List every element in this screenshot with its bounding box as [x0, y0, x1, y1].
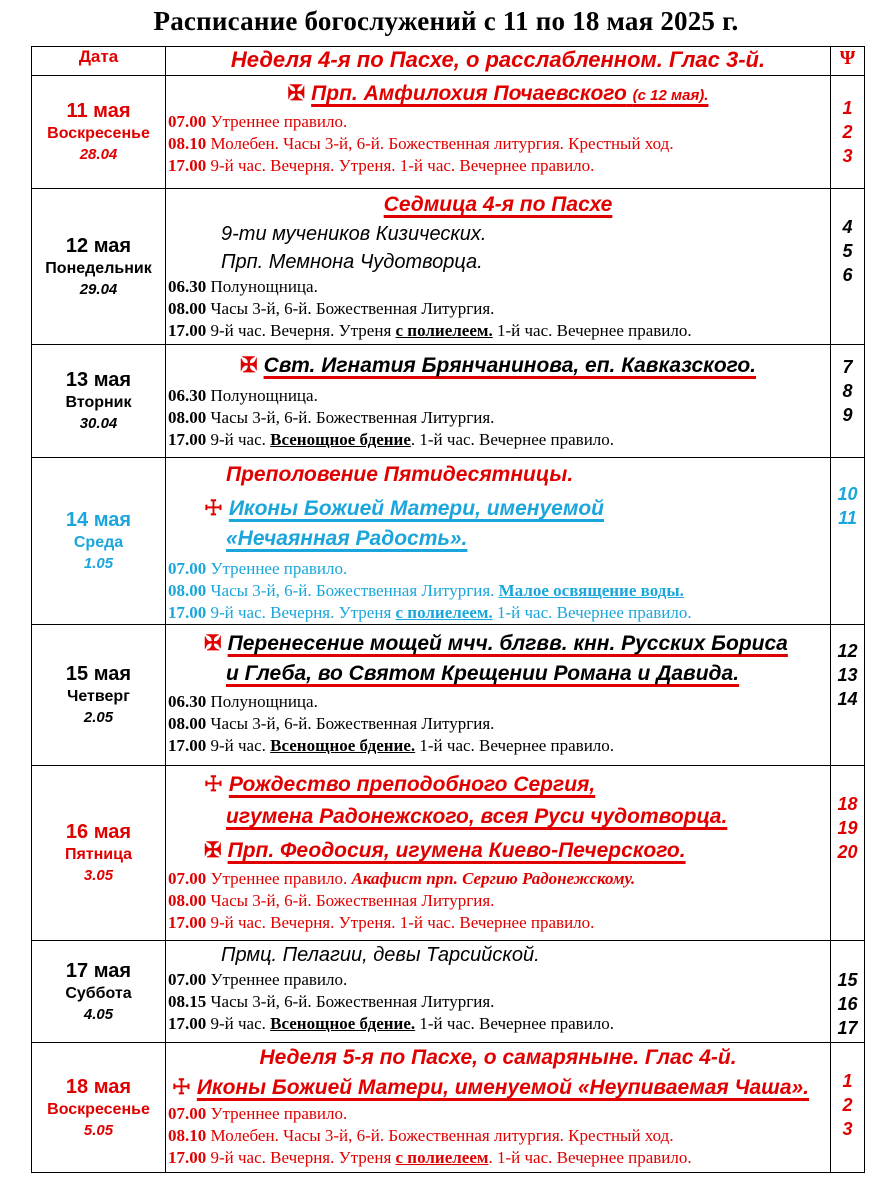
kathisma-cell: 7 8 9: [831, 345, 865, 458]
kathisma-cell: 1 2 3: [831, 1043, 865, 1173]
services-cell: [166, 625, 831, 766]
date-cell: [32, 458, 166, 625]
feast-line: Преполовение Пятидесятницы.: [226, 463, 574, 486]
date-old-style: 1.05: [83, 555, 114, 572]
header-feast: Неделя 4-я по Пасхе, о расслабленном. Глас 3-й.: [166, 47, 831, 76]
date-day: 17 мая: [65, 959, 132, 982]
date-old-style: 2.05: [83, 709, 114, 726]
date-day: 18 мая: [65, 1075, 132, 1098]
cross-icon: ✠: [239, 354, 258, 377]
kathisma-cell: 15 16 17: [831, 941, 865, 1043]
date-weekday: Среда: [73, 534, 124, 551]
schedule-table: [31, 46, 865, 1173]
feast-line: и Глеба, во Святом Крещении Романа и Давида.: [226, 662, 740, 685]
service-line: 17.00 9-й час. Всенощное бдение. 1-й час. Вечернее правило.: [168, 430, 615, 449]
date-weekday: Суббота: [65, 984, 132, 1002]
day-row-13: [32, 345, 865, 458]
service-line: 07.00 Утреннее правило.: [168, 1104, 348, 1123]
date-cell: [32, 1043, 166, 1173]
kathisma-cell: 4 5 6: [831, 189, 865, 345]
date-old-style: 28.04: [79, 146, 118, 163]
service-line: 08.00 Часы 3-й, 6-й. Божественная Литургия.: [168, 714, 495, 733]
date-cell: [32, 766, 166, 941]
service-line: 07.00 Утреннее правило.: [168, 112, 348, 131]
services-cell: [166, 766, 831, 941]
cross-icon: ☩: [172, 1076, 191, 1099]
day-row-14: [32, 458, 865, 625]
cross-icon: ✠: [204, 839, 222, 862]
date-weekday: Вторник: [65, 394, 132, 411]
feast-line: «Нечаянная Радость».: [226, 527, 468, 550]
service-line: 08.15 Часы 3-й, 6-й. Божественная Литургия.: [168, 992, 495, 1011]
kathisma-cell: 10 11: [831, 458, 865, 625]
date-cell: [32, 189, 166, 345]
service-line: 17.00 9-й час. Всенощное бдение. 1-й час. Вечернее правило.: [168, 1014, 615, 1033]
feast-line: ☩ Иконы Божией Матери, именуемой «Неупиваемая Чаша».: [168, 1073, 828, 1103]
cross-icon: ☩: [204, 497, 223, 520]
service-line: 17.00 9-й час. Вечерня. Утреня с полиелеем. 1-й час. Вечернее правило.: [168, 1148, 692, 1167]
feast-line: ✠ Прп. Феодосия, игумена Киево-Печерского.: [168, 832, 828, 868]
feast-line: ☩ Иконы Божией Матери, именуемой: [168, 490, 828, 524]
date-cell: [32, 941, 166, 1043]
kathisma-cell: 1 2 3: [831, 76, 865, 189]
date-day: 12 мая: [65, 234, 132, 257]
service-line: 06.30 Полунощница.: [168, 692, 318, 711]
service-line: 08.10 Молебен. Часы 3-й, 6-й. Божественная литургия. Крестный ход.: [168, 134, 674, 153]
services-cell: [166, 458, 831, 625]
date-old-style: 4.05: [83, 1005, 114, 1023]
page-title: Расписание богослужений с 11 по 18 мая 2025 г.: [153, 6, 739, 36]
day-row-18: [32, 1043, 865, 1173]
services-cell: [166, 1043, 831, 1173]
service-line: 07.00 Утреннее правило.: [168, 970, 348, 989]
date-old-style: 5.05: [83, 1121, 114, 1139]
date-old-style: 29.04: [79, 280, 118, 298]
feast-line: Прп. Мемнона Чудотворца.: [221, 251, 483, 273]
services-cell: [166, 189, 831, 345]
service-line: 08.00 Часы 3-й, 6-й. Божественная Литургия.: [168, 408, 495, 427]
date-cell: [32, 345, 166, 458]
date-cell: [32, 76, 166, 189]
feast-line: Прмц. Пелагии, девы Тарсийской.: [221, 944, 540, 966]
header-psalm-symbol: Ψ: [831, 47, 865, 76]
cross-icon: ☩: [204, 773, 223, 796]
feast-line: 9-ти мучеников Кизических.: [221, 223, 487, 245]
cross-icon: ✠: [287, 82, 306, 105]
feast-note: (с 12 мая).: [632, 87, 709, 104]
date-day: 15 мая: [65, 663, 132, 685]
date-day: 16 мая: [65, 821, 132, 843]
services-cell: [166, 76, 831, 189]
day-row-15: [32, 625, 865, 766]
service-line: 17.00 9-й час. Вечерня. Утреня. 1-й час. Вечернее правило.: [168, 156, 595, 175]
kathisma-cell: 18 19 20: [831, 766, 865, 941]
service-line: 17.00 9-й час. Вечерня. Утреня с полиелеем. 1-й час. Вечернее правило.: [168, 603, 692, 622]
date-cell: [32, 625, 166, 766]
service-line: 07.00 Утреннее правило. Акафист прп. Сергию Радонежскому.: [168, 869, 636, 888]
service-line: 17.00 9-й час. Вечерня. Утреня с полиелеем. 1-й час. Вечернее правило.: [168, 321, 692, 340]
services-cell: [166, 345, 831, 458]
date-day: 11 мая: [66, 100, 131, 122]
service-line: 08.10 Молебен. Часы 3-й, 6-й. Божественная литургия. Крестный ход.: [168, 1126, 674, 1145]
cross-icon: ✠: [204, 632, 222, 655]
service-line: 06.30 Полунощница.: [168, 386, 318, 405]
date-day: 13 мая: [65, 369, 132, 391]
header-row: [32, 47, 865, 76]
service-line: 08.00 Часы 3-й, 6-й. Божественная Литургия. Малое освящение воды.: [168, 581, 684, 600]
feast-line: игумена Радонежского, всея Руси чудотворца.: [226, 805, 728, 828]
day-row-11: [32, 76, 865, 189]
kathisma-cell: 12 13 14: [831, 625, 865, 766]
services-cell: [166, 941, 831, 1043]
service-line: 08.00 Часы 3-й, 6-й. Божественная Литургия.: [168, 891, 495, 910]
date-weekday: Воскресенье: [47, 125, 150, 142]
service-line: 17.00 9-й час. Всенощное бдение. 1-й час. Вечернее правило.: [168, 736, 615, 755]
day-row-12: [32, 189, 865, 345]
date-weekday: Понедельник: [45, 259, 152, 277]
feast-line: ✠ Свт. Игнатия Брянчанинова, еп. Кавказского.: [168, 345, 828, 385]
feast-line: Седмица 4-я по Пасхе: [383, 193, 613, 216]
date-day: 14 мая: [65, 509, 132, 531]
date-weekday: Пятница: [64, 846, 133, 863]
day-row-16: [32, 766, 865, 941]
feast-line: Неделя 5-я по Пасхе, о самаряныне. Глас 4-й.: [259, 1046, 737, 1069]
feast-line: ✠ Перенесение мощей мчч. блгвв. кнн. Русских Бориса: [168, 625, 828, 659]
date-old-style: 3.05: [83, 867, 114, 884]
service-line: 17.00 9-й час. Вечерня. Утреня. 1-й час. Вечернее правило.: [168, 913, 595, 932]
day-row-17: [32, 941, 865, 1043]
header-date: Дата: [32, 47, 166, 76]
service-line: 06.30 Полунощница.: [168, 277, 318, 296]
feast-line: ✠ Прп. Амфилохия Почаевского (с 12 мая).: [168, 76, 828, 111]
date-old-style: 30.04: [79, 415, 118, 432]
service-line: 07.00 Утреннее правило.: [168, 559, 348, 578]
service-line: 08.00 Часы 3-й, 6-й. Божественная Литургия.: [168, 299, 495, 318]
date-weekday: Воскресенье: [47, 1100, 150, 1118]
feast-line: ☩ Рождество преподобного Сергия,: [168, 766, 828, 800]
date-weekday: Четверг: [67, 688, 130, 705]
